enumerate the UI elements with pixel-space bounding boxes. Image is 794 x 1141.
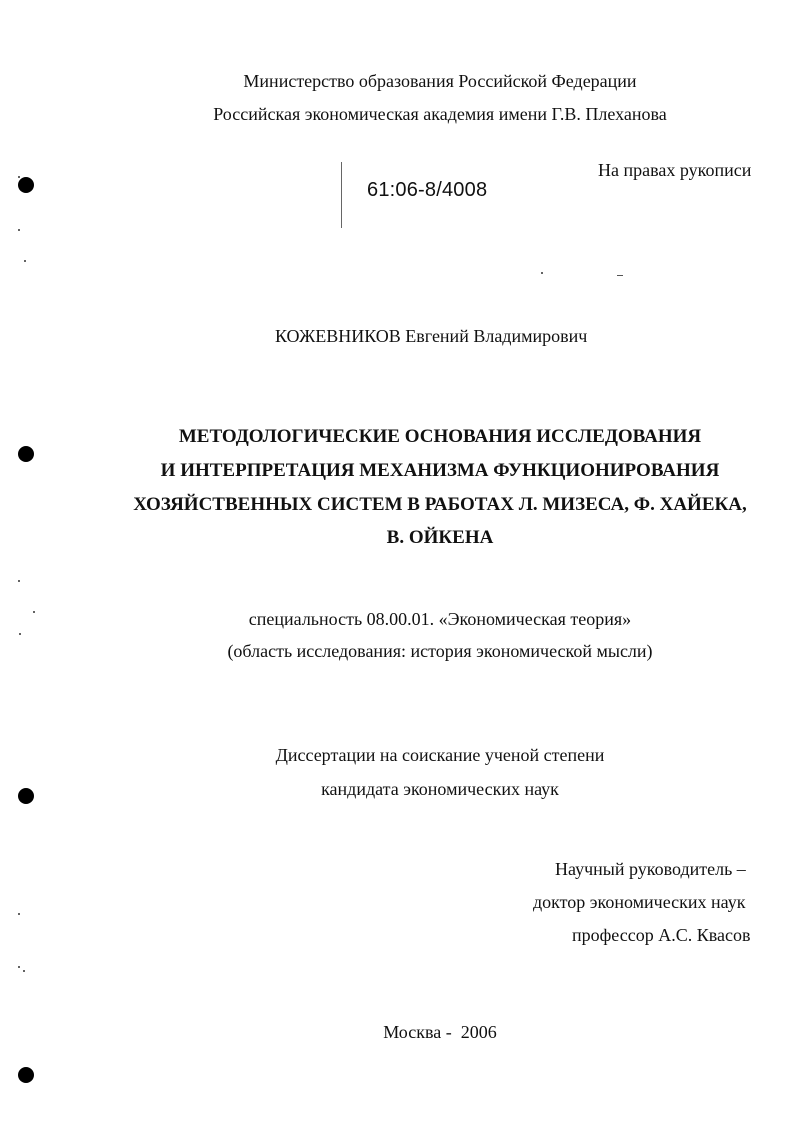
thesis-title-line-1: МЕТОДОЛОГИЧЕСКИЕ ОСНОВАНИЯ ИССЛЕДОВАНИЯ xyxy=(178,426,702,447)
scan-speck xyxy=(18,176,20,178)
supervisor-name: профессор А.С. Квасов xyxy=(572,925,751,945)
author-name: КОЖЕВНИКОВ Евгений Владимирович xyxy=(275,326,588,346)
scan-speck xyxy=(18,966,20,968)
scan-speck xyxy=(18,913,20,915)
scan-speck xyxy=(19,633,21,635)
scan-speck xyxy=(541,272,543,274)
thesis-title-line-2: И ИНТЕРПРЕТАЦИЯ МЕХАНИЗМА ФУНКЦИОНИРОВАНИЯ xyxy=(160,460,720,481)
specialty-line: специальность 08.00.01. «Экономическая теория» xyxy=(248,609,632,629)
research-area: (область исследования: история экономической мысли) xyxy=(227,641,653,661)
scan-speck xyxy=(18,580,20,582)
degree-line-2: кандидата экономических наук xyxy=(321,779,559,799)
scan-speck xyxy=(24,260,26,262)
binder-hole-4 xyxy=(18,1067,34,1083)
supervisor-heading: Научный руководитель – xyxy=(555,859,746,879)
stamp-bar xyxy=(341,162,342,228)
academy-name: Российская экономическая академия имени Г.В. Плеханова xyxy=(213,104,667,124)
document-code: 61:06-8/4008 xyxy=(367,179,488,201)
scan-dash xyxy=(617,275,623,276)
thesis-title-line-4: В. ОЙКЕНА xyxy=(386,527,494,548)
ministry-name: Министерство образования Российской Федерации xyxy=(243,71,637,91)
thesis-title-line-3: ХОЗЯЙСТВЕННЫХ СИСТЕМ В РАБОТАХ Л. МИЗЕСА, Ф. ХАЙЕКА, xyxy=(133,494,747,515)
scan-speck xyxy=(23,970,25,972)
binder-hole-1 xyxy=(18,177,34,193)
manuscript-rights: На правах рукописи xyxy=(598,160,752,180)
degree-line-1: Диссертации на соискание ученой степени xyxy=(275,745,605,765)
scan-speck xyxy=(18,229,20,231)
city-year: Москва - 2006 xyxy=(383,1022,497,1042)
supervisor-degree: доктор экономических наук xyxy=(533,892,746,912)
